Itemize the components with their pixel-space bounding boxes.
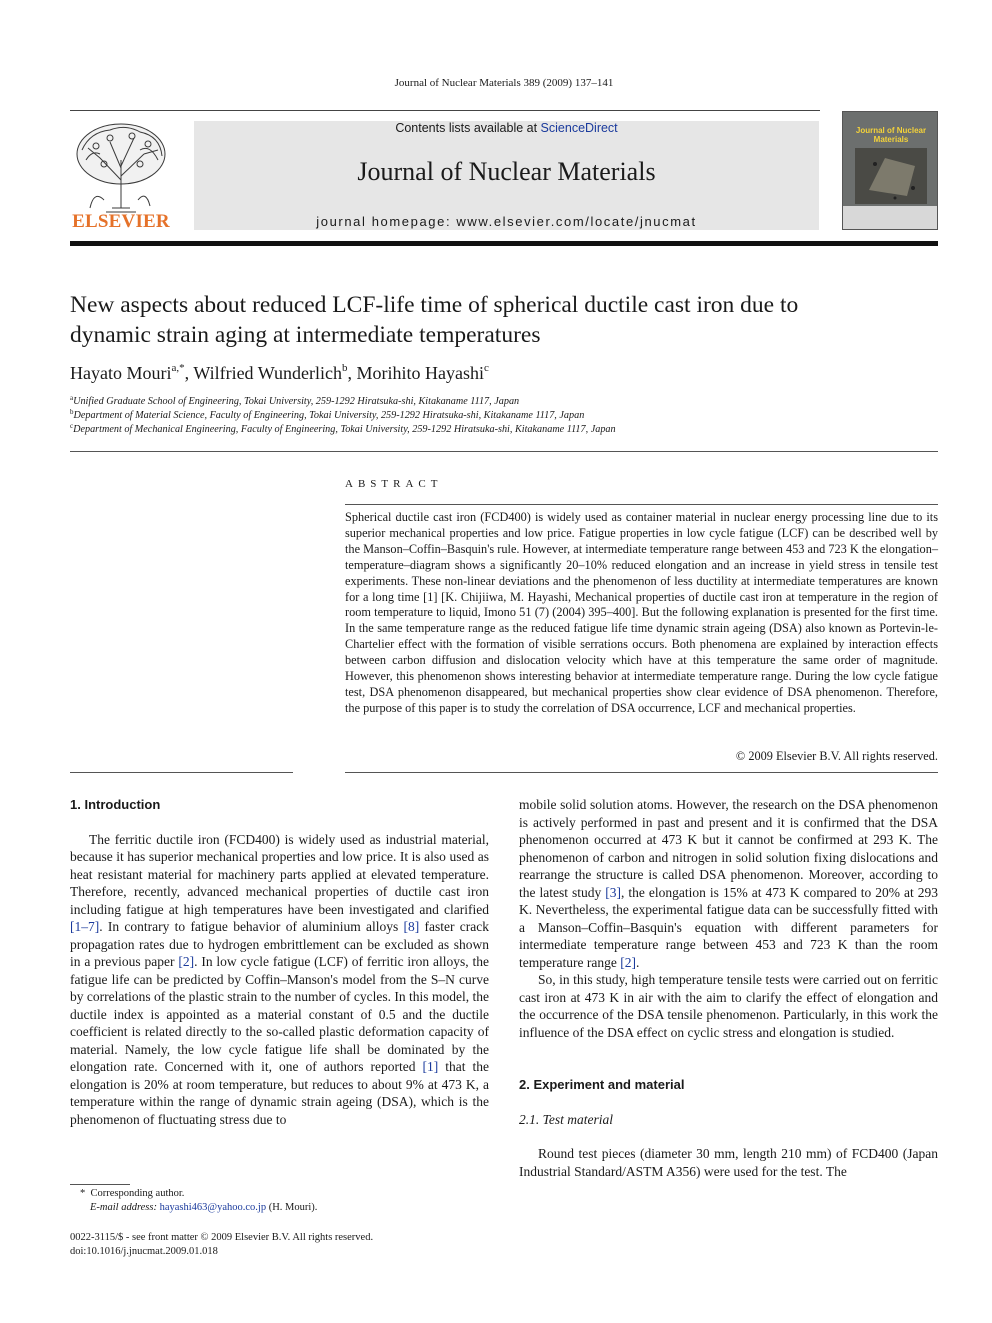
author-affil-mark: c <box>483 362 489 374</box>
footnote-label: Corresponding author. <box>90 1188 185 1199</box>
contents-line <box>194 121 819 135</box>
email-suffix: (H. Mouri). <box>266 1202 318 1213</box>
author-name[interactable]: Hayato Mouri <box>70 363 172 383</box>
header-rule <box>70 110 820 111</box>
citation-link[interactable]: [1–7] <box>70 919 100 934</box>
doi-line[interactable]: doi:10.1016/j.jnucmat.2009.01.018 <box>70 1246 218 1257</box>
cover-footer <box>843 206 938 230</box>
intro-paragraph <box>70 831 489 1129</box>
article-title: New aspects about reduced LCF-life time of spherical ductile cast iron due to dynamic strain aging at intermediate temperatures <box>70 292 799 348</box>
text-run: mobile solid solution atoms. However, the research on the DSA phenomenon is actively performed in past and present and it is confirmed that the DSA phenomenon occurred at 473 K but it cannot be confirmed at 293 K. The phenomenon of carbon and nitrogen in solid solution fixing dislocations and rearrange the structure is called DSA phenomenon. Moreover, according to the latest study <box>519 797 938 900</box>
affiliation <box>70 408 930 421</box>
journal-title: Journal of Nuclear Materials <box>357 157 656 186</box>
journal-cover-thumbnail <box>842 111 938 230</box>
affiliation <box>70 394 930 407</box>
section-heading-introduction: 1. Introduction <box>70 797 161 812</box>
affiliation-mark: c <box>70 422 74 430</box>
body-column-right <box>519 796 938 1180</box>
text-run: The ferritic ductile iron (FCD400) is widely used as industrial material, because it has superior mechanical properties and low price. It is also used as heat resistant material for machinery parts applied at elevated temperature. Therefore, recently, advanced mechanical properties of ductile cast iron including fatigue at high temperatures have been investigated and clarified <box>70 831 489 917</box>
body-column-left <box>70 796 489 1128</box>
affiliation-text: Department of Mechanical Engineering, Faculty of Engineering, Tokai University, 259-1292 Hiratsuka-shi, Kitakaname 1117, Japan <box>73 424 616 435</box>
text-run: that the elongation is 20% at room temperature, but reduces to about 9% at 473 K, a temperature within the range of dynamic strain ageing (DSA), which is the phenomenon of fluctuating stress due to <box>70 1059 489 1127</box>
abstract-rule <box>345 504 938 505</box>
text-run: . <box>635 954 640 970</box>
test-material-paragraph: Round test pieces (diameter 30 mm, length 210 mm) of FCD400 (Japan Industrial Standard/ASTM A356) were used for the test. The <box>519 1146 938 1179</box>
email-link[interactable]: hayashi463@yahoo.co.jp <box>159 1202 267 1213</box>
abstract-end-rule-left <box>70 772 293 773</box>
section-heading-experiment: 2. Experiment and material <box>519 1077 685 1092</box>
running-head: Journal of Nuclear Materials 389 (2009) 137–141 <box>394 77 614 89</box>
text-run: faster crack propagation rates due to hydrogen embrittlement can be excluded as shown in a previous paper <box>70 919 490 969</box>
intro-paragraph-2: So, in this study, high temperature tensile tests were carried out on ferritic cast iron at 473 K in air with the aim to clarify the effect of elongation and the occurrence of the DSA tensile phenomenon. Particularly, in this work the influence of the DSA effect on cyclic stress and elongation is studied. <box>519 972 938 1040</box>
footnote <box>70 1187 490 1215</box>
email-note <box>70 1201 490 1215</box>
affiliation-rule <box>70 451 938 452</box>
issn-line: 0022-3115/$ - see front matter © 2009 Elsevier B.V. All rights reserved. <box>70 1232 374 1243</box>
author-affil-mark: a,* <box>171 362 185 374</box>
affiliation-text: Unified Graduate School of Engineering, Tokai University, 259-1292 Hiratsuka-shi, Kitakaname 1117, Japan <box>73 396 520 407</box>
intro-paragraph-continued <box>519 796 938 971</box>
footnote-mark: * <box>80 1188 86 1199</box>
citation-link[interactable]: [2] <box>178 954 195 969</box>
citation-link[interactable]: [3] <box>605 884 622 900</box>
abstract-heading: ABSTRACT <box>345 478 443 490</box>
text-run: , the elongation is 15% at 473 K compared to 20% at 293 K. Nevertheless, the experimental fatigue data can be successfully fitted with a Manson–Coffin–Basquin's equation with different parameters for intermediate temperature range between 453 and 723 K than the room temperature range <box>519 884 938 970</box>
contents-prefix: Contents lists available at <box>395 121 541 135</box>
affiliation-text: Department of Material Science, Faculty of Engineering, Tokai University, 259-1292 Hiratsuka-shi, Kitakaname 1117, Japan <box>73 410 585 421</box>
copyright-notice: © 2009 Elsevier B.V. All rights reserved. <box>735 749 938 763</box>
citation-link[interactable]: [1] <box>422 1059 439 1074</box>
author-separator: , <box>347 363 357 383</box>
cover-image-icon <box>855 148 927 204</box>
journal-masthead <box>194 121 819 230</box>
author-list <box>70 362 870 384</box>
abstract-end-rule-right <box>345 772 938 773</box>
text-run: . In contrary to fatigue behavior of aluminium alloys <box>99 919 404 934</box>
elsevier-wordmark: ELSEVIER <box>72 211 170 232</box>
masthead-thick-rule <box>70 241 938 246</box>
citation-link[interactable]: [8] <box>403 919 420 934</box>
author-affil-mark: b <box>341 362 348 374</box>
footnote-rule <box>70 1184 130 1185</box>
email-label: E-mail address: <box>90 1202 157 1213</box>
corresponding-author-note <box>70 1187 490 1201</box>
text-run: . In low cycle fatigue (LCF) of ferritic iron alloys, the fatigue life can be predicted by Coffin–Manson's model from the S–N curve by correlations of the plastic strain to the number of cycles. In this model, the ductile index is appointed as a material constant of 0.5 and the ductile coefficient is related directly to the so-called plastic deformation capacity of material. Namely, the low cycle fatigue life shall be dominated by the elongation rate. Concerned with it, one of authors reported <box>70 954 489 1074</box>
affiliation <box>70 422 930 435</box>
author-name[interactable]: Wilfried Wunderlich <box>193 363 342 383</box>
affiliation-mark: b <box>70 408 74 416</box>
sciencedirect-link[interactable]: ScienceDirect <box>540 121 618 135</box>
cover-title: Journal of Nuclear Materials <box>855 126 927 144</box>
author-name[interactable]: Morihito Hayashi <box>356 363 484 383</box>
abstract-body: Spherical ductile cast iron (FCD400) is widely used as container material in nuclear energy processing line due to its superior mechanical properties and low price. Fatigue properties in low cycle fatigue (LCF) can be described well by the Manson–Coffin–Basquin's rule. However, at intermediate temperature range between 453 and 723 K the elongation–temperature–diagram shows a significantly 20–10% reduced elongation and an increase in yield stress in tensile test experiments. These non-linear deviations and the phenomenon of less ductility at intermediate temperatures are known for a long time [1] [K. Chijiiwa, M. Hayashi, Mechanical properties of ductile cast iron at temperature in the region of room temperature to liquid, Imono 51 (7) (2004) 395–400]. But the following explanation is presented for the first time. In the same temperature range as the reduced fatigue life time dynamic strain ageing (DSA) also known as Portevin-le-Chartelier effect with the formation of visible serrations occurs. Both phenomena are explained by interaction effects between carbon diffusion and dislocation velocity which have at this temperature the same order of magnitude. However, this phenomenon shows interesting behavior at intermediate temperature range. During the low cycle fatigue test, DSA phenomenon disappeared, but mechanical properties show clear evidence of DSA phenomenon. Therefore, the purpose of this paper is to study the correlation of DSA occurrence, LCF and mechanical properties. <box>345 510 938 715</box>
subsection-heading-test-material: 2.1. Test material <box>519 1111 614 1127</box>
citation-link[interactable]: [2] <box>620 954 636 970</box>
author-separator: , <box>184 363 194 383</box>
article-meta <box>70 1231 490 1259</box>
affiliation-mark: a <box>70 394 74 402</box>
journal-homepage[interactable]: journal homepage: www.elsevier.com/locate/jnucmat <box>316 214 697 229</box>
